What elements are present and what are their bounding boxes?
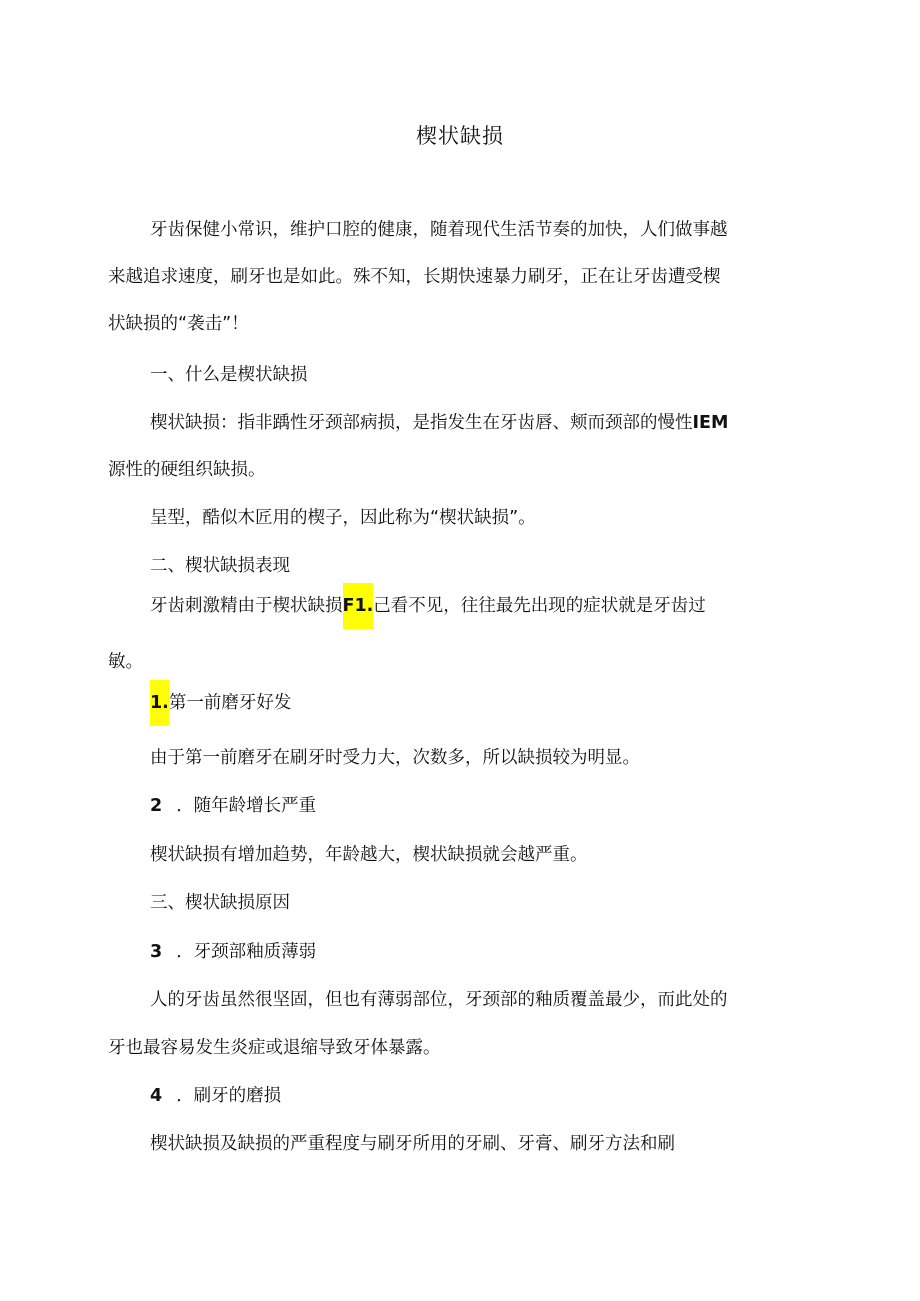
item-3-number: 3 bbox=[150, 942, 163, 962]
definition-line-1 bbox=[150, 408, 820, 438]
item-2-label: ．随年龄增长严重 bbox=[176, 796, 317, 816]
item-1-label: 第一前磨牙好发 bbox=[168, 693, 292, 713]
definition-line-2: 源性的硬组织缺损。 bbox=[108, 460, 266, 480]
item-4-line-1: 楔状缺损及缺损的严重程度与刷牙所用的牙刷、牙膏、刷牙方法和刷 bbox=[150, 1134, 675, 1154]
item-4-heading bbox=[150, 1081, 820, 1111]
section-3-heading: 三、楔状缺损原因 bbox=[150, 893, 290, 913]
item-3-heading bbox=[150, 937, 820, 967]
intro-line-1: 牙齿保健小常识，维护口腔的健康，随着现代生活节奏的加快，人们做事越 bbox=[150, 220, 728, 240]
item-2-number: 2 bbox=[150, 796, 163, 816]
item-3-line-1: 人的牙齿虽然很坚固，但也有薄弱部位，牙颈部的釉质覆盖最少，而此处的 bbox=[150, 990, 728, 1010]
symptom-line-2: 敏。 bbox=[108, 652, 143, 672]
item-4-label: ．刷牙的磨损 bbox=[176, 1086, 282, 1106]
item-1-text: 由于第一前磨牙在刷牙时受力大，次数多，所以缺损较为明显。 bbox=[150, 748, 640, 768]
item-3-label: ．牙颈部釉质薄弱 bbox=[176, 942, 317, 962]
item-3-line-2: 牙也最容易发生炎症或退缩导致牙体暴露。 bbox=[108, 1038, 441, 1058]
section-1-heading: 一、什么是楔状缺损 bbox=[150, 365, 308, 385]
symptom-pre: 牙齿刺激精由于楔状缺损 bbox=[150, 596, 343, 616]
symptom-post: 己看不见，往往最先出现的症状就是牙齿过 bbox=[373, 596, 706, 616]
item-1-number: 1. bbox=[150, 680, 169, 726]
symptom-line-1 bbox=[150, 583, 820, 629]
item-1-heading bbox=[150, 680, 820, 726]
shape-line: 呈型，酷似木匠用的楔子，因此称为“楔状缺损”。 bbox=[150, 508, 536, 528]
section-2-heading: 二、楔状缺损表现 bbox=[150, 556, 290, 576]
definition-text: 楔状缺损：指非踽性牙颈部病损，是指发生在牙齿唇、颊而颈部的慢性 bbox=[150, 413, 693, 433]
item-4-number: 4 bbox=[150, 1086, 163, 1106]
definition-mark: IEM bbox=[692, 413, 729, 433]
symptom-highlight: F1. bbox=[343, 583, 374, 629]
intro-line-2: 来越追求速度，刷牙也是如此。殊不知，长期快速暴力刷牙，正在让牙齿遭受楔 bbox=[108, 267, 721, 287]
intro-line-3: 状缺损的“袭击”！ bbox=[108, 314, 249, 334]
document-title: 楔状缺损 bbox=[416, 124, 504, 148]
item-2-text: 楔状缺损有增加趋势，年龄越大，楔状缺损就会越严重。 bbox=[150, 845, 588, 865]
item-2-heading bbox=[150, 791, 820, 821]
